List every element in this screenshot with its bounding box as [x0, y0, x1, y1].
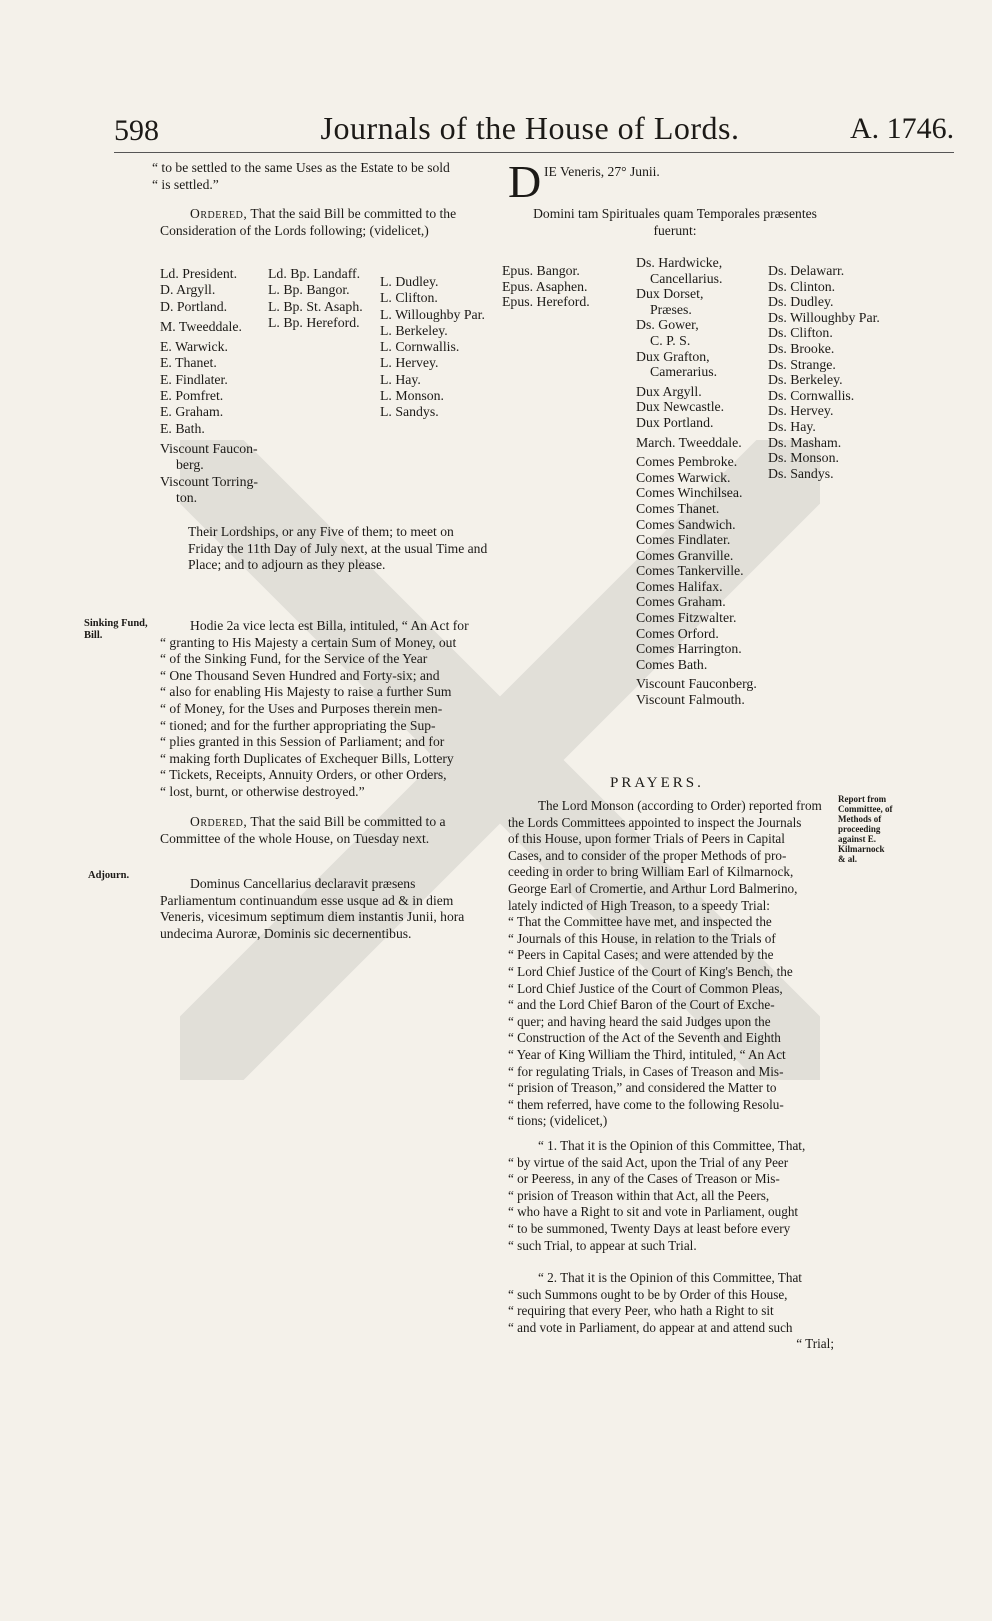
attendee: Comes Sandwich. [636, 516, 736, 532]
lord-entry: L. Willoughby Par. [380, 306, 485, 322]
attendee: Epus. Bangor. [502, 263, 580, 278]
attendee: Ds. Dudley. [768, 294, 834, 310]
date-line: IE Veneris, 27° Junii. [544, 164, 660, 179]
meeting-instructions [188, 524, 492, 574]
margin-line: Report from [838, 794, 887, 804]
resolution-line: “ and vote in Parliament, do appear at and attend such [508, 1319, 793, 1335]
attendee: Comes Warwick. [636, 469, 731, 485]
attendee: Ds. Hay. [768, 418, 816, 434]
prayers-heading: PRAYERS. [610, 775, 704, 791]
ordered-whole-text: That the said Bill be committed to a Committee of the whole House, on Tuesday next. [160, 814, 446, 846]
attendance-peers [636, 255, 757, 708]
bill-line: “ making forth Duplicates of Exchequer Bills, Lottery [160, 750, 454, 766]
report-line: lately indicted of High Treason, to a speedy Trial: [508, 897, 770, 913]
resolution-line: “ by virtue of the said Act, upon the Trial of any Peer [508, 1154, 789, 1170]
committee-report [508, 798, 834, 1130]
report-line: The Lord Monson (according to Order) reported from [538, 798, 822, 813]
margin-line: against E. [838, 834, 877, 844]
attendee: Ds. Gower, [636, 317, 699, 333]
ordered-committee-text: That the said Bill be committed to the Consideration of the Lords following; (videlicet,) [160, 206, 457, 238]
attendee: Viscount Falmouth. [636, 692, 745, 708]
attendee: Præses. [650, 301, 692, 317]
lord-entry: E. Graham. [160, 404, 224, 420]
attendee: Comes Orford. [636, 625, 719, 641]
report-line: Cases, and to consider of the proper Methods of pro- [508, 847, 787, 863]
report-line: “ tions; (videlicet,) [508, 1113, 608, 1129]
lord-entry: L. Clifton. [380, 290, 438, 306]
report-line: “ Lord Chief Justice of the Court of King's Bench, the [508, 963, 793, 979]
resolution-1 [508, 1138, 834, 1254]
bill-line: Hodie 2a vice lecta est Billa, intituled, “ An Act for [190, 618, 469, 633]
lords-list-col3 [380, 274, 485, 421]
attendee: Ds. Clinton. [768, 278, 836, 294]
header-rule [114, 152, 954, 153]
sinking-fund-bill [160, 618, 492, 801]
resolution-line: “ such Summons ought to be by Order of this House, [508, 1286, 788, 1302]
attendance-bishops [502, 263, 590, 310]
report-line: “ Journals of this House, in relation to the Trials of [508, 930, 776, 946]
attendee: Dux Argyll. [636, 383, 702, 399]
ordered-lead: Ordered, [190, 206, 248, 221]
attendee: Cancellarius. [650, 270, 723, 286]
bill-line: “ of the Sinking Fund, for the Service of the Year [160, 651, 428, 667]
adjournment [160, 876, 492, 942]
ordered-whole-house [160, 814, 492, 847]
margin-line: proceeding [838, 824, 881, 834]
attendee: Ds. Brooke. [768, 340, 835, 356]
report-line: “ Construction of the Act of the Seventh and Eighth [508, 1030, 781, 1046]
attendee: Comes Granville. [636, 547, 734, 563]
resolution-line: “ to be summoned, Twenty Days at least before every [508, 1220, 791, 1236]
report-line: “ quer; and having heard the said Judges upon the [508, 1013, 771, 1029]
attendee: Ds. Hervey. [768, 403, 834, 419]
lord-entry: D. Portland. [160, 298, 228, 314]
attendee: Comes Harrington. [636, 641, 742, 657]
page-year: A. 1746. [850, 112, 955, 145]
report-line: “ Lord Chief Justice of the Court of Common Pleas, [508, 980, 783, 996]
meeting-text: Their Lordships, or any Five of them; to meet on Friday the 11th Day of July next, at the usual Time and Place; and to adjourn as they please. [188, 524, 488, 573]
lord-entry: ton. [176, 489, 198, 505]
lord-entry: L. Hay. [380, 371, 421, 387]
report-line: George Earl of Cromertie, and Arthur Lord Balmerino, [508, 880, 798, 896]
bill-line: “ lost, burnt, or otherwise destroyed.” [160, 783, 365, 799]
attendance-barons [768, 263, 880, 481]
lord-entry: L. Monson. [380, 388, 445, 404]
lord-entry: D. Argyll. [160, 282, 216, 298]
attendee: Comes Graham. [636, 594, 726, 610]
margin-note-report [838, 794, 892, 864]
attendee: Comes Thanet. [636, 500, 720, 516]
bill-line: “ plies granted in this Session of Parliament; and for [160, 734, 445, 750]
report-line: of this House, upon former Trials of Peers in Capital [508, 831, 785, 847]
resolution-line: “ who have a Right to sit and vote in Parliament, ought [508, 1204, 799, 1220]
lord-entry: L. Berkeley. [380, 322, 448, 338]
intro-quote [152, 160, 492, 193]
attendee: Dux Newcastle. [636, 399, 725, 415]
drop-cap: D [508, 156, 542, 207]
attendee: March. Tweeddale. [636, 434, 742, 450]
lord-entry: L. Dudley. [380, 274, 439, 289]
attendee: Comes Pembroke. [636, 454, 738, 470]
journal-title: Journals of the House of Lords. [320, 110, 740, 146]
lord-entry: L. Sandys. [380, 404, 439, 420]
report-line: “ prision of Treason,” and considered the Matter to [508, 1080, 777, 1096]
intro-line: “ is settled.” [152, 176, 219, 192]
attendee: Ds. Sandys. [768, 465, 834, 481]
lord-entry: L. Bp. St. Asaph. [268, 298, 363, 314]
ordered-lead: Ordered, [190, 814, 248, 829]
report-line: “ for regulating Trials, in Cases of Treason and Mis- [508, 1063, 784, 1079]
margin-note-adjourn: Adjourn. [88, 870, 130, 881]
lord-entry: Viscount Torring- [160, 473, 258, 489]
report-line: the Lords Committees appointed to inspect the Journals [508, 814, 802, 830]
bill-line: “ of Money, for the Uses and Purposes therein men- [160, 700, 443, 716]
margin-line: Sinking Fund, [84, 618, 148, 629]
margin-line: Committee, of [838, 804, 893, 814]
lords-list-col1 [160, 266, 258, 506]
lord-entry: Ld. Bp. Landaff. [268, 266, 361, 281]
report-line: ceeding in order to bring William Earl of Kilmarnock, [508, 864, 794, 880]
margin-line: Kilmarnock [838, 844, 885, 854]
attendee: Camerarius. [650, 364, 718, 380]
session-date [544, 164, 804, 181]
report-line: “ them referred, have come to the following Resolu- [508, 1096, 784, 1112]
attendee: Dux Dorset, [636, 286, 704, 302]
attendee: Comes Halifax. [636, 578, 723, 594]
bill-line: “ granting to His Majesty a certain Sum of Money, out [160, 634, 457, 650]
domini-text: Domini tam Spirituales quam Temporales præsentes fuerunt: [533, 206, 817, 238]
resolution-line: “ requiring that every Peer, who hath a Right to sit [508, 1303, 774, 1319]
bill-line: “ also for enabling His Majesty to raise a further Sum [160, 684, 452, 700]
attendee: Epus. Asaphen. [502, 278, 588, 294]
lord-entry: E. Findlater. [160, 371, 228, 387]
adjourn-text: Dominus Cancellarius declaravit præsens Parliamentum continuandum esse usque ad & in diem Veneris, vicesimum septimum diem instantis Junii, hora undecima Auroræ, Dominis sic decernentibus. [160, 876, 465, 941]
resolution-line: “ prision of Treason within that Act, all the Peers, [508, 1187, 770, 1203]
attendee: Ds. Hardwicke, [636, 255, 723, 270]
attendee: Ds. Monson. [768, 450, 839, 466]
resolution-line: “ Trial; [796, 1336, 834, 1352]
intro-line: “ to be settled to the same Uses as the Estate to be sold [152, 160, 450, 175]
lord-entry: E. Thanet. [160, 355, 217, 371]
lord-entry: E. Bath. [160, 420, 205, 436]
margin-line: Bill. [84, 630, 103, 641]
ordered-committee [160, 206, 492, 239]
resolution-line: “ or Peeress, in any of the Cases of Treason or Mis- [508, 1171, 780, 1187]
lords-list-col2 [268, 266, 363, 331]
lord-entry: M. Tweeddale. [160, 318, 242, 334]
resolution-line: “ 1. That it is the Opinion of this Committee, That, [538, 1138, 806, 1153]
attendee: Ds. Cornwallis. [768, 387, 855, 403]
bill-line: “ One Thousand Seven Hundred and Forty-six; and [160, 667, 440, 683]
page-number: 598 [114, 114, 159, 147]
attendee: Ds. Delawarr. [768, 263, 845, 278]
report-line: “ That the Committee have met, and inspected the [508, 914, 772, 930]
report-line: “ Peers in Capital Cases; and were attended by the [508, 947, 774, 963]
attendee: Comes Winchilsea. [636, 485, 743, 501]
lord-entry: E. Pomfret. [160, 388, 224, 404]
attendee: Comes Findlater. [636, 532, 731, 548]
resolution-line: “ 2. That it is the Opinion of this Committee, That [538, 1270, 802, 1285]
lord-entry: L. Cornwallis. [380, 339, 460, 355]
report-line: “ Year of King William the Third, intituled, “ An Act [508, 1046, 786, 1062]
lord-entry: Viscount Faucon- [160, 440, 258, 456]
lord-entry: L. Bp. Hereford. [268, 314, 360, 330]
attendee: Ds. Strange. [768, 356, 836, 372]
margin-line: Methods of [838, 814, 882, 824]
resolution-line: “ such Trial, to appear at such Trial. [508, 1237, 697, 1253]
lord-entry: Ld. President. [160, 266, 238, 281]
attendee: Epus. Hereford. [502, 294, 590, 310]
margin-note-sinking-fund [84, 618, 148, 642]
resolution-2 [508, 1270, 834, 1353]
attendee: Ds. Willoughby Par. [768, 309, 880, 325]
attendee: Ds. Berkeley. [768, 372, 843, 388]
lord-entry: L. Bp. Bangor. [268, 282, 350, 298]
lord-entry: E. Warwick. [160, 339, 228, 355]
domini-present [510, 206, 840, 239]
attendee: Viscount Fauconberg. [636, 676, 757, 692]
attendee: Comes Bath. [636, 656, 708, 672]
lord-entry: berg. [176, 457, 204, 473]
attendee: C. P. S. [650, 332, 691, 348]
bill-line: “ Tickets, Receipts, Annuity Orders, or other Orders, [160, 767, 447, 783]
margin-line: & al. [838, 854, 857, 864]
bill-line: “ tioned; and for the further appropriating the Sup- [160, 717, 436, 733]
attendee: Dux Portland. [636, 414, 714, 430]
attendee: Dux Grafton, [636, 348, 710, 364]
lord-entry: L. Hervey. [380, 355, 439, 371]
attendee: Ds. Masham. [768, 434, 842, 450]
attendee: Ds. Clifton. [768, 325, 833, 341]
attendee: Comes Fitzwalter. [636, 610, 737, 626]
attendee: Comes Tankerville. [636, 563, 744, 579]
report-line: “ and the Lord Chief Baron of the Court of Exche- [508, 997, 775, 1013]
